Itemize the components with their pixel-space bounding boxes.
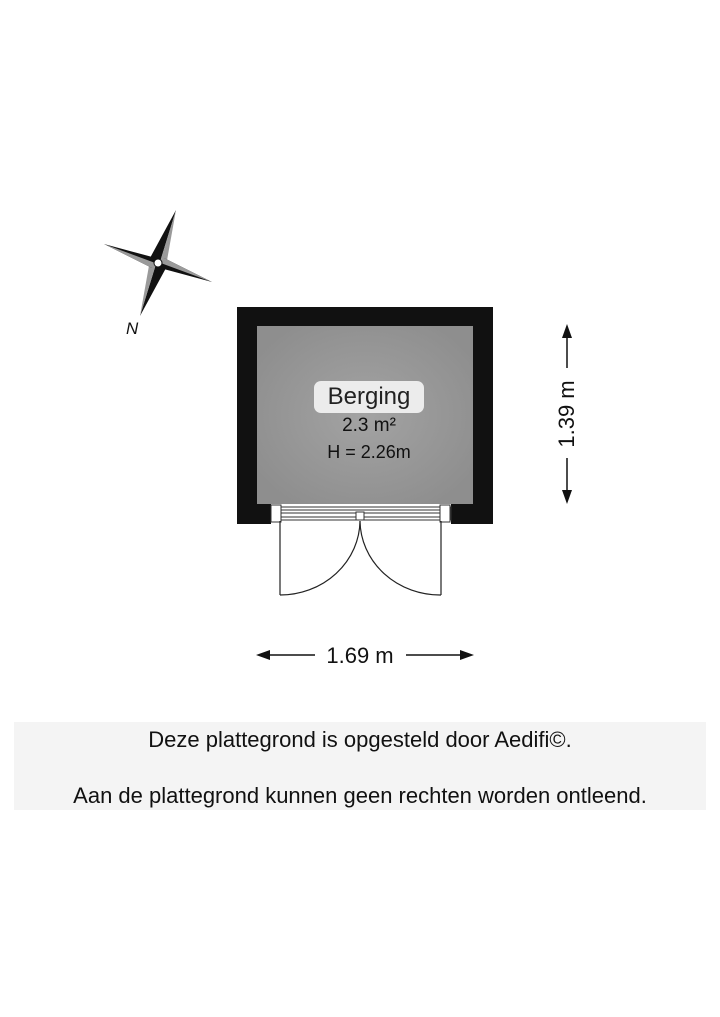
room-name-label: Berging xyxy=(314,381,424,413)
compass-icon xyxy=(104,210,212,316)
room-height-label: H = 2.26m xyxy=(327,442,411,462)
door-frame xyxy=(271,505,451,522)
compass-north-label: N xyxy=(126,319,139,338)
disclaimer-line-1: Deze plattegrond is opgesteld door Aedifi©. xyxy=(148,727,572,752)
width-dimension-label: 1.69 m xyxy=(315,643,405,669)
room-area-label: 2.3 m² xyxy=(342,415,396,436)
depth-dimension-label: 1.39 m xyxy=(554,380,579,448)
disclaimer-box xyxy=(14,722,706,810)
door-swing xyxy=(280,521,441,595)
disclaimer-line-2: Aan de plattegrond kunnen geen rechten worden ontleend. xyxy=(73,783,647,808)
